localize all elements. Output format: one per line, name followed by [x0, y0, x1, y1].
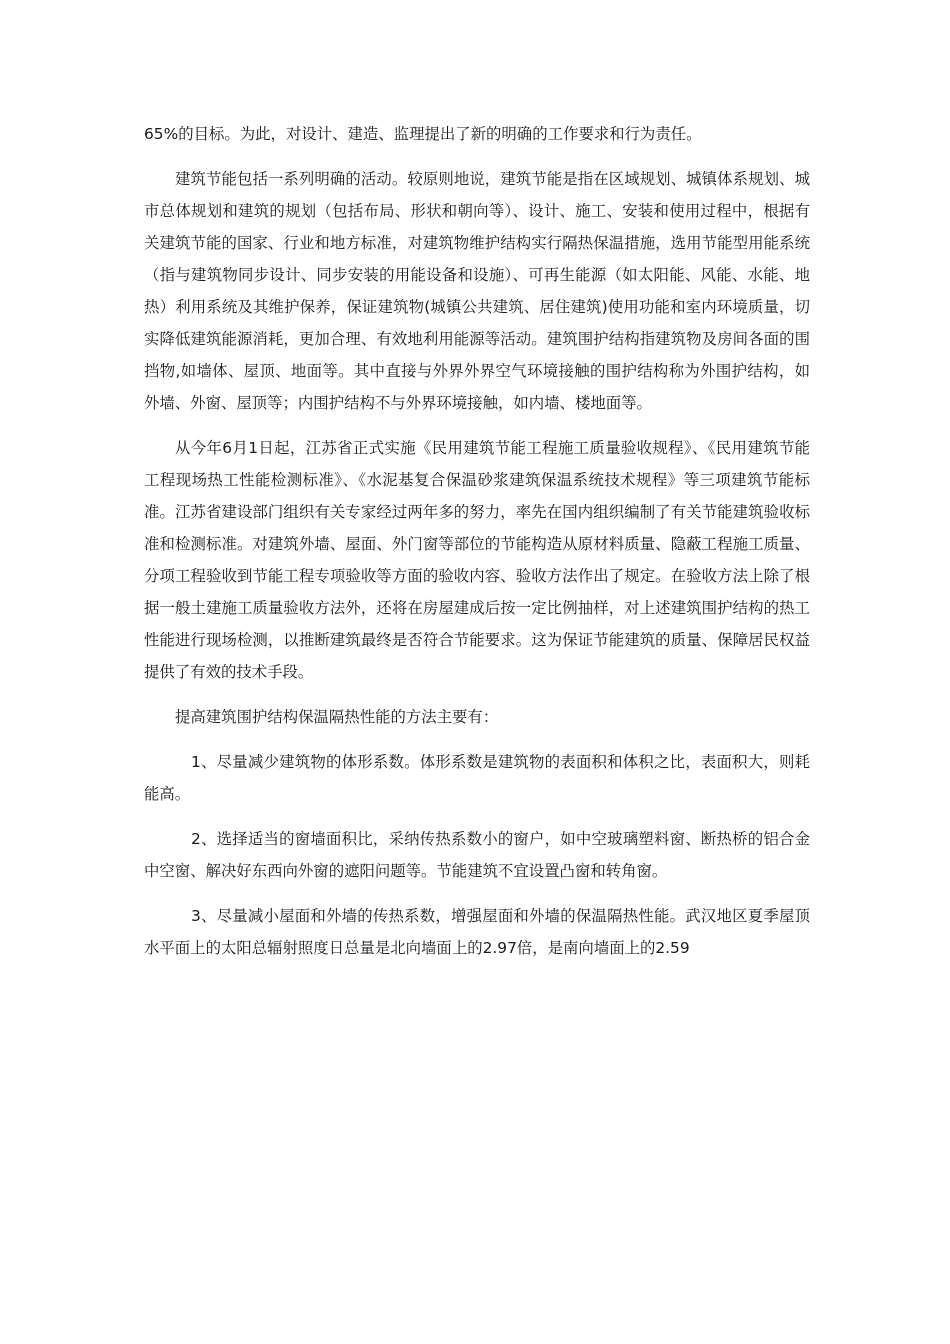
paragraph-continuation: 65%的目标。为此，对设计、建造、监理提出了新的明确的工作要求和行为责任。 [144, 125, 702, 143]
paragraph-building-energy-definition: 建筑节能包括一系列明确的活动。较原则地说，建筑节能是指在区域规划、城镇体系规划、城市总体规划和建筑的规划（包括布局、形状和朝向等）、设计、施工、安装和使用过程中，根据有关建筑节能的国家、行业和地方标准，对建筑物维护结构实行隔热保温措施，选用节能型用能系统（指与建筑物同步设计、同步安装的用能设备和设施）、可再生能源（如太阳能、风能、水能、地热）利用系统及其维护保养，保证建筑物(城镇公共建筑、居住建筑)使用功能和室内环境质量，切实降低建筑能源消耗，更加合理、有效地利用能源等活动。建筑围护结构指建筑物及房间各面的围挡物,如墙体、屋顶、地面等。其中直接与外界外界空气环境接触的围护结构称为外围护结构，如外墙、外窗、屋顶等；内围护结构不与外界环境接触，如内墙、楼地面等。 [144, 170, 810, 412]
list-item-3: 3、尽量减小屋面和外墙的传热系数，增强屋面和外墙的保温隔热性能。武汉地区夏季屋顶水平面上的太阳总辐射照度日总量是北向墙面上的2.97倍，是南向墙面上的2.59 [144, 907, 810, 957]
list-item-1: 1、尽量减少建筑物的体形系数。体形系数是建筑物的表面积和体积之比，表面积大，则耗能高。 [144, 753, 810, 803]
document-page [144, 118, 810, 977]
paragraph-methods-intro: 提高建筑围护结构保温隔热性能的方法主要有： [175, 708, 499, 726]
list-item-2: 2、选择适当的窗墙面积比，采纳传热系数小的窗户，如中空玻璃塑料窗、断热桥的铝合金中空窗、解决好东西向外窗的遮阳问题等。节能建筑不宜设置凸窗和转角窗。 [144, 830, 810, 880]
paragraph-jiangsu-standards: 从今年6月1日起，江苏省正式实施《民用建筑节能工程施工质量验收规程》、《民用建筑节能工程现场热工性能检测标准》、《水泥基复合保温砂浆建筑保温系统技术规程》等三项建筑节能标准。江苏省建设部门组织有关专家经过两年多的努力，率先在国内组织编制了有关节能建筑验收标准和检测标准。对建筑外墙、屋面、外门窗等部位的节能构造从原材料质量、隐蔽工程施工质量、分项工程验收到节能工程专项验收等方面的验收内容、验收方法作出了规定。在验收方法上除了根据一般土建施工质量验收方法外，还将在房屋建成后按一定比例抽样，对上述建筑围护结构的热工性能进行现场检测，以推断建筑最终是否符合节能要求。这为保证节能建筑的质量、保障居民权益提供了有效的技术手段。 [144, 439, 810, 681]
